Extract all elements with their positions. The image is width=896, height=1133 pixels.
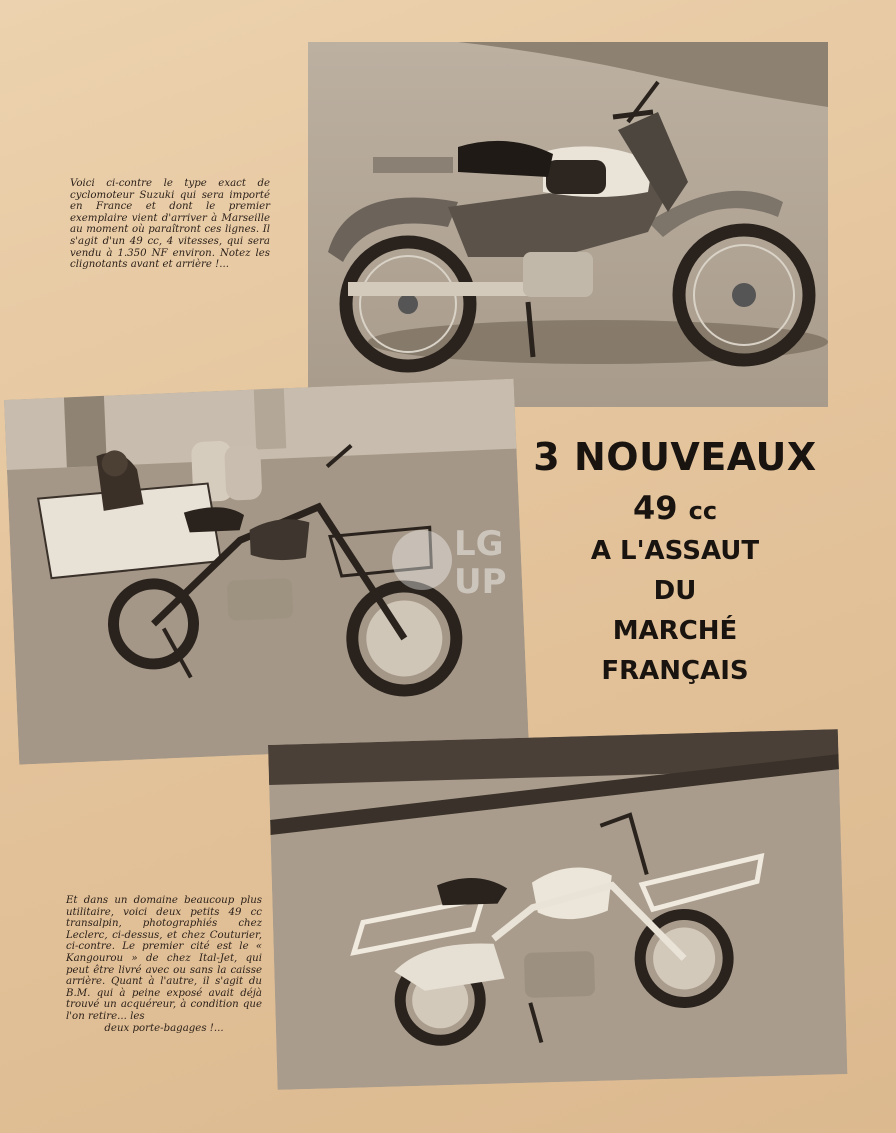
caption-utility-text: Et dans un domaine beaucoup plus utilitaire, voici deux petits 49 cc transalpin, photographiés chez Leclerc, ci-dessus, et chez Couturier, ci-contre. Le premier cité est le « Kangourou » de chez Ital-Jet, qui peut être livré avec ou sans la caisse arrière. Quant à l'autre, il s'agit du B.M. qui à peine exposé avait déjà trouvé un acquéreur, à condition que l'on retire... les: [66, 895, 262, 1022]
caption-utility-mopeds: [66, 895, 262, 1034]
watermark-line2: UP: [454, 562, 507, 602]
caption-utility-last-line: deux porte-bagages !...: [104, 1022, 224, 1034]
headline-line4: DU: [653, 576, 697, 606]
headline-line1: 3 NOUVEAUX: [533, 435, 817, 479]
headline-unit: cc: [688, 497, 718, 525]
headline-line5: MARCHÉ: [612, 616, 738, 646]
suzuki-moped-photo: [308, 42, 828, 407]
headline-line6: FRANÇAIS: [601, 656, 749, 686]
headline: [520, 435, 830, 698]
headline-line3: A L'ASSAUT: [590, 536, 760, 566]
lgup-watermark: [392, 515, 522, 605]
watermark-line1: LG: [454, 524, 504, 564]
headline-line2: [520, 489, 830, 527]
caption-suzuki: [70, 178, 270, 271]
headline-number: 49: [632, 489, 678, 527]
caption-suzuki-text: Voici ci-contre le type exact de cyclomoteur Suzuki qui sera importé en France et dont le premier exemplaire vient d'arriver à Marseille au moment où paraîtront ces lignes. Il s'agit d'un 49 cc, 4 vitesses, qui sera vendu à 1.350 NF environ. Notez les clignotants avant et arrière !...: [70, 178, 270, 271]
bm-moped-with-racks-photo: [268, 729, 847, 1090]
